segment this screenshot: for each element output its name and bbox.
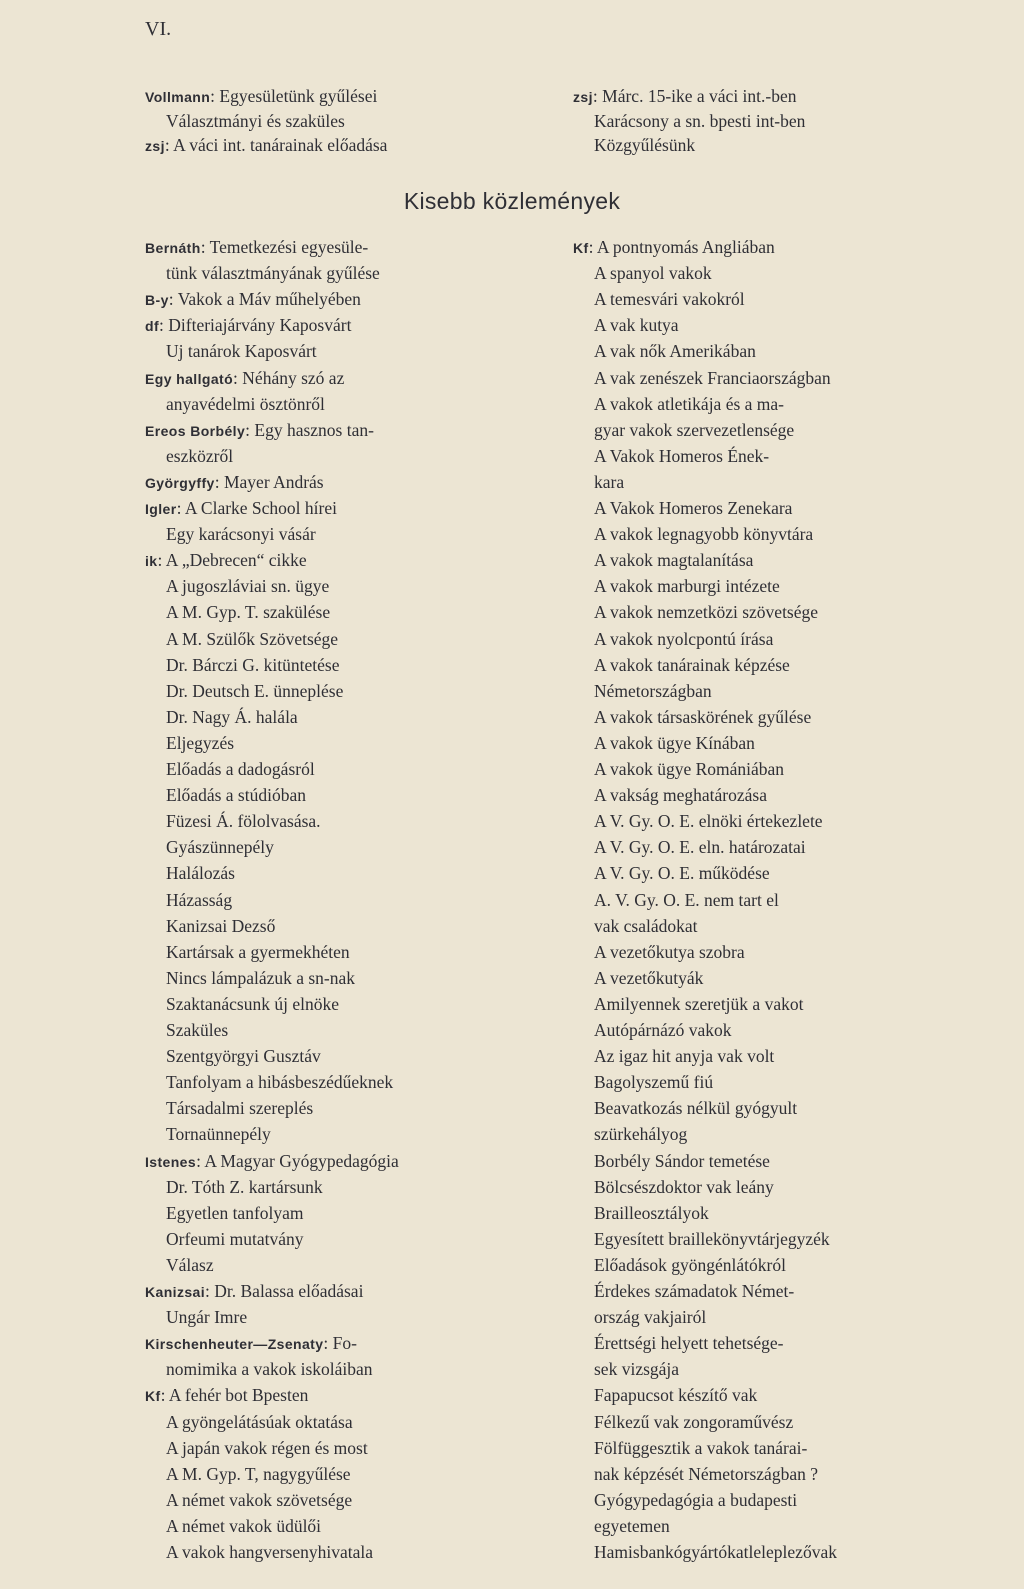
entry-title: A japán vakok régen és most xyxy=(166,1437,368,1458)
entry-title: A V. Gy. O. E. eln. határozatai xyxy=(594,837,806,858)
index-entry xyxy=(166,575,329,597)
entry-title: anyavédelmi ösztönről xyxy=(166,393,325,414)
entry-title: Bagolyszemű fiú xyxy=(594,1072,714,1093)
index-entry xyxy=(166,654,340,676)
index-entry xyxy=(594,1358,679,1380)
index-entry xyxy=(594,288,745,310)
index-entry xyxy=(166,1071,393,1093)
entry-title: A vezetőkutyák xyxy=(594,967,704,988)
entry-title: egyetemen xyxy=(594,1515,670,1536)
author-separator: : xyxy=(176,498,185,518)
index-entry xyxy=(166,262,380,284)
entry-title: A M. Szülők Szövetsége xyxy=(166,628,339,649)
entry-title: Tanfolyam a hibásbeszédűeknek xyxy=(166,1072,394,1093)
entry-title: Dr. Nagy Á. halála xyxy=(166,706,298,727)
entry-title: Orfeumi mutatvány xyxy=(166,1228,304,1249)
entry-title: A M. Gyp. T. szakülése xyxy=(166,602,331,623)
index-entry xyxy=(145,85,377,108)
index-entry xyxy=(166,1515,321,1537)
author-separator: : xyxy=(168,289,178,310)
index-entry xyxy=(594,758,784,780)
index-entry xyxy=(166,1463,351,1485)
entry-author: zsj xyxy=(145,138,165,154)
index-entry xyxy=(594,1123,687,1145)
index-entry xyxy=(594,445,769,467)
entry-title: tünk választmányának gyűlése xyxy=(166,263,380,284)
index-entry xyxy=(594,1463,818,1485)
entry-title: Dr. Tóth Z. kartársunk xyxy=(166,1176,323,1197)
entry-title: Autópárnázó vakok xyxy=(594,1020,732,1040)
index-entry xyxy=(594,1176,774,1198)
entry-author: Kf xyxy=(573,240,589,256)
entry-title: A V. Gy. O. E. működése xyxy=(594,863,770,884)
entry-author: Ereos Borbély xyxy=(145,422,246,439)
entry-title: A vakok atletikája és a ma- xyxy=(594,393,784,414)
index-entry xyxy=(166,1019,228,1041)
entry-title: A vakok nemzetközi szövetsége xyxy=(594,602,819,623)
index-entry xyxy=(594,1541,837,1563)
index-entry xyxy=(594,1411,793,1433)
entry-title: A vak kutya xyxy=(594,315,679,336)
entry-title: Brailleosztályok xyxy=(594,1202,709,1223)
index-entry xyxy=(594,993,803,1015)
index-entry xyxy=(145,236,368,259)
entry-title: Uj tanárok Kaposvárt xyxy=(166,341,317,362)
entry-title: Borbély Sándor temetése xyxy=(594,1150,770,1171)
index-entry xyxy=(594,1489,797,1511)
index-entry xyxy=(594,497,792,519)
entry-title: Félkezű vak zongoraművész xyxy=(594,1411,794,1432)
entry-title: Bölcsészdoktor vak leány xyxy=(594,1176,774,1197)
entry-title: Hamisbankógyártókatleleplezővak xyxy=(594,1542,837,1562)
author-separator: : xyxy=(157,550,166,571)
index-entry xyxy=(594,1515,670,1537)
entry-title: Füzesi Á. fölolvasása. xyxy=(166,811,321,832)
author-separator: : xyxy=(159,315,169,336)
index-entry xyxy=(594,784,767,806)
entry-title: Eljegyzés xyxy=(166,732,235,753)
index-entry xyxy=(166,393,325,415)
entry-title: Társadalmi szereplés xyxy=(166,1098,314,1119)
index-entry xyxy=(594,1150,770,1172)
index-entry xyxy=(573,236,775,259)
index-entry xyxy=(594,575,780,597)
entry-title: Házasság xyxy=(166,889,233,910)
entry-title: A Vakok Homeros Ének- xyxy=(594,445,770,466)
entry-author: Kanizsai xyxy=(145,1284,205,1300)
entry-title: Kartársak a gyermekhéten xyxy=(166,941,350,962)
entry-title: nomimika a vakok iskoláiban xyxy=(166,1359,373,1380)
entry-title: Egy hasznos tan- xyxy=(254,419,374,440)
index-entry xyxy=(166,1254,214,1276)
entry-title: Márc. 15-ike a váci int.-ben xyxy=(602,86,797,106)
index-entry xyxy=(166,1228,304,1250)
index-entry xyxy=(594,110,805,132)
index-entry xyxy=(145,497,337,520)
index-entry xyxy=(166,862,235,884)
entry-title: Fapapucsot készítő vak xyxy=(594,1385,758,1406)
entry-title: A pontnyomás Angliában xyxy=(596,237,775,257)
index-entry xyxy=(594,1045,774,1067)
entry-author: Vollmann xyxy=(145,89,211,105)
index-entry xyxy=(166,1123,271,1145)
index-entry xyxy=(594,1437,807,1459)
index-entry xyxy=(166,1411,353,1433)
index-entry xyxy=(594,1306,706,1328)
author-separator: : xyxy=(196,1150,205,1171)
index-entry xyxy=(145,419,374,442)
index-entry xyxy=(594,706,811,728)
entry-title: ország vakjairól xyxy=(594,1307,707,1328)
entry-author: Egy hallgató xyxy=(145,370,234,387)
index-entry xyxy=(594,1097,797,1119)
entry-title: Karácsony a sn. bpesti int-ben xyxy=(594,110,806,131)
index-entry xyxy=(145,1280,363,1303)
author-separator: : xyxy=(323,1333,333,1354)
index-entry xyxy=(594,1280,794,1302)
entry-title: Nincs lámpalázuk a sn-nak xyxy=(166,967,356,988)
author-separator: : xyxy=(164,135,174,155)
author-separator: : xyxy=(245,419,255,440)
entry-title: sek vizsgája xyxy=(594,1359,680,1380)
entry-author: Bernáth xyxy=(145,240,201,256)
author-separator: : xyxy=(160,1385,169,1406)
index-entry xyxy=(166,993,339,1015)
entry-author: Györgyffy xyxy=(145,474,215,491)
entry-title: Előadás a stúdióban xyxy=(166,785,306,806)
entry-title: Gyógypedagógia a budapesti xyxy=(594,1489,798,1510)
index-entry xyxy=(166,706,298,728)
index-entry xyxy=(166,1541,373,1563)
entry-author: ik xyxy=(145,553,158,570)
entry-author: Istenes xyxy=(145,1153,197,1170)
index-entry xyxy=(594,471,624,493)
author-separator: : xyxy=(214,471,224,492)
entry-title: szürkehályog xyxy=(594,1124,688,1145)
entry-title: Németországban xyxy=(594,680,712,701)
entry-title: Előadás a dadogásról xyxy=(166,759,315,779)
entry-title: Temetkezési egyesüle- xyxy=(209,237,369,257)
entry-title: Egyetlen tanfolyam xyxy=(166,1202,304,1223)
entry-title: A spanyol vakok xyxy=(594,263,712,284)
index-entry xyxy=(166,523,316,545)
entry-title: Közgyűlésünk xyxy=(594,135,696,155)
entry-title: Egyesített braillekönyvtárjegyzék xyxy=(594,1228,830,1249)
index-entry xyxy=(594,1202,709,1224)
entry-title: Egyesületünk gyűlései xyxy=(219,86,378,106)
index-entry xyxy=(573,85,797,108)
entry-title: Dr. Balassa előadásai xyxy=(214,1281,364,1301)
index-entry xyxy=(166,628,338,650)
author-separator: : xyxy=(588,237,597,257)
entry-title: Dr. Deutsch E. ünneplése xyxy=(166,680,344,701)
entry-title: Szentgyörgyi Gusztáv xyxy=(166,1046,321,1067)
entry-title: Difteriajárvány Kaposvárt xyxy=(168,315,352,336)
index-entry xyxy=(166,784,306,806)
entry-author: Kirschenheuter—Zsenaty xyxy=(145,1336,324,1353)
entry-title: A gyöngelátásúak oktatása xyxy=(166,1411,353,1432)
entry-title: A vakság meghatározása xyxy=(594,785,767,806)
index-entry xyxy=(166,889,232,911)
author-separator: : xyxy=(210,86,220,106)
entry-author: B-y xyxy=(145,292,169,309)
index-entry xyxy=(166,445,233,467)
index-entry xyxy=(166,967,355,989)
index-entry xyxy=(166,810,321,832)
entry-title: A vezetőkutya szobra xyxy=(594,941,745,962)
entry-title: Néhány szó az xyxy=(242,367,345,388)
entry-title: Amilyennek szeretjük a vakot xyxy=(594,993,804,1014)
index-entry xyxy=(166,1489,352,1511)
entry-title: A vakok tanárainak képzése xyxy=(594,654,790,675)
entry-title: A jugoszláviai sn. ügye xyxy=(166,576,330,597)
entry-title: A vakok nyolcpontú írása xyxy=(594,628,774,649)
index-entry xyxy=(166,1306,247,1328)
index-entry xyxy=(166,340,317,362)
index-entry xyxy=(594,523,813,545)
entry-title: Választmányi és szaküles xyxy=(166,110,345,131)
index-entry xyxy=(166,915,275,937)
entry-title: A vak zenészek Franciaországban xyxy=(594,367,831,388)
index-entry xyxy=(594,393,784,415)
index-entry xyxy=(594,367,831,389)
entry-title: A vakok magtalanítása xyxy=(594,550,754,571)
entry-title: A „Debrecen“ cikke xyxy=(165,550,307,571)
entry-title: A. V. Gy. O. E. nem tart el xyxy=(594,889,779,910)
entry-title: A temesvári vakokról xyxy=(594,289,745,310)
index-entry xyxy=(145,471,324,494)
index-entry xyxy=(166,1358,373,1380)
author-separator: : xyxy=(592,86,603,106)
entry-author: df xyxy=(145,318,160,335)
entry-title: A vakok ügye Romániában xyxy=(594,759,785,779)
entry-author: Igler xyxy=(145,501,177,517)
index-entry xyxy=(145,367,344,390)
entry-title: Előadások gyöngénlátókról xyxy=(594,1254,786,1275)
entry-title: eszközről xyxy=(166,445,234,466)
entry-title: Halálozás xyxy=(166,863,235,884)
entry-title: A vakok hangversenyhivatala xyxy=(166,1542,374,1562)
index-entry xyxy=(145,1384,308,1407)
entry-title: Gyászünnepély xyxy=(166,837,274,858)
index-entry xyxy=(594,134,695,156)
index-entry xyxy=(166,1176,323,1198)
entry-title: Érettségi helyett tehetsége- xyxy=(594,1333,784,1354)
entry-author: zsj xyxy=(573,89,593,105)
index-entry xyxy=(166,1202,304,1224)
entry-title: Tornaünnepély xyxy=(166,1124,271,1145)
index-entry xyxy=(145,1332,357,1355)
entry-title: A német vakok szövetsége xyxy=(166,1489,353,1510)
page-number: VI. xyxy=(145,18,172,40)
entry-title: A M. Gyp. T, nagygyűlése xyxy=(166,1463,351,1484)
entry-title: A vakok marburgi intézete xyxy=(594,576,780,597)
index-entry xyxy=(594,262,712,284)
index-entry xyxy=(166,941,350,963)
index-entry xyxy=(594,654,790,676)
index-entry xyxy=(166,758,315,780)
index-entry xyxy=(594,810,823,832)
entry-title: nak képzését Németországban ? xyxy=(594,1463,818,1484)
index-entry xyxy=(594,680,712,702)
entry-title: Ungár Imre xyxy=(166,1307,248,1328)
entry-title: A fehér bot Bpesten xyxy=(168,1385,309,1406)
index-entry xyxy=(594,1332,784,1354)
index-entry xyxy=(594,419,794,441)
index-entry xyxy=(594,836,806,858)
index-entry xyxy=(594,967,703,989)
entry-title: A Vakok Homeros Zenekara xyxy=(594,498,793,518)
index-entry xyxy=(594,1228,830,1250)
index-entry xyxy=(594,1019,732,1041)
index-entry xyxy=(594,340,756,362)
entry-title: Vakok a Máv műhelyében xyxy=(177,289,361,310)
index-entry xyxy=(166,110,345,132)
entry-title: Válasz xyxy=(166,1254,214,1275)
index-entry xyxy=(594,732,755,754)
index-entry xyxy=(145,1150,399,1173)
index-entry xyxy=(145,314,351,337)
index-entry xyxy=(145,288,361,311)
section-heading: Kisebb közlemények xyxy=(403,188,621,214)
entry-title: A Magyar Gyógypedagógia xyxy=(204,1150,399,1171)
entry-title: A vak nők Amerikában xyxy=(594,341,756,362)
entry-title: Szaktanácsunk új elnöke xyxy=(166,993,340,1014)
index-entry xyxy=(166,1097,313,1119)
index-entry xyxy=(594,862,770,884)
entry-title: Egy karácsonyi vásár xyxy=(166,524,316,545)
author-separator: : xyxy=(233,367,243,388)
index-entry xyxy=(594,601,818,623)
entry-title: Érdekes számadatok Német- xyxy=(594,1281,795,1301)
entry-title: A vakok legnagyobb könyvtára xyxy=(594,524,814,545)
entry-title: vak családokat xyxy=(594,915,698,936)
index-entry xyxy=(594,889,779,911)
entry-title: Fölfüggesztik a vakok tanárai- xyxy=(594,1437,808,1458)
entry-author: Kf xyxy=(145,1388,161,1405)
entry-title: Mayer András xyxy=(223,471,324,492)
entry-title: Beavatkozás nélkül gyógyult xyxy=(594,1098,798,1119)
entry-title: Dr. Bárczi G. kitüntetése xyxy=(166,654,340,675)
index-entry xyxy=(594,1071,713,1093)
index-entry xyxy=(145,134,387,157)
author-separator: : xyxy=(205,1281,215,1301)
index-entry xyxy=(166,836,274,858)
entry-title: A vakok ügye Kínában xyxy=(594,732,755,753)
entry-title: gyar vakok szervezetlensége xyxy=(594,419,795,440)
entry-title: Fo- xyxy=(332,1333,357,1354)
index-entry xyxy=(594,628,773,650)
index-entry xyxy=(594,1384,757,1406)
index-entry xyxy=(594,941,745,963)
index-entry xyxy=(145,549,307,572)
index-entry xyxy=(594,314,679,336)
entry-title: A V. Gy. O. E. elnöki értekezlete xyxy=(594,811,823,832)
index-entry xyxy=(166,1045,321,1067)
entry-title: A Clarke School hírei xyxy=(184,498,337,518)
index-entry xyxy=(594,915,698,937)
index-entry xyxy=(166,680,343,702)
entry-title: A váci int. tanárainak előadása xyxy=(173,135,388,155)
index-entry xyxy=(166,1437,368,1459)
author-separator: : xyxy=(200,237,210,257)
index-entry xyxy=(594,1254,786,1276)
index-entry xyxy=(594,549,753,571)
index-entry xyxy=(166,601,330,623)
entry-title: kara xyxy=(594,471,625,492)
entry-title: Kanizsai Dezső xyxy=(166,915,276,936)
entry-title: Szaküles xyxy=(166,1020,229,1040)
entry-title: A vakok társaskörének gyűlése xyxy=(594,706,812,727)
entry-title: Az igaz hit anyja vak volt xyxy=(594,1046,775,1067)
index-entry xyxy=(166,732,234,754)
entry-title: A német vakok üdülői xyxy=(166,1515,322,1536)
